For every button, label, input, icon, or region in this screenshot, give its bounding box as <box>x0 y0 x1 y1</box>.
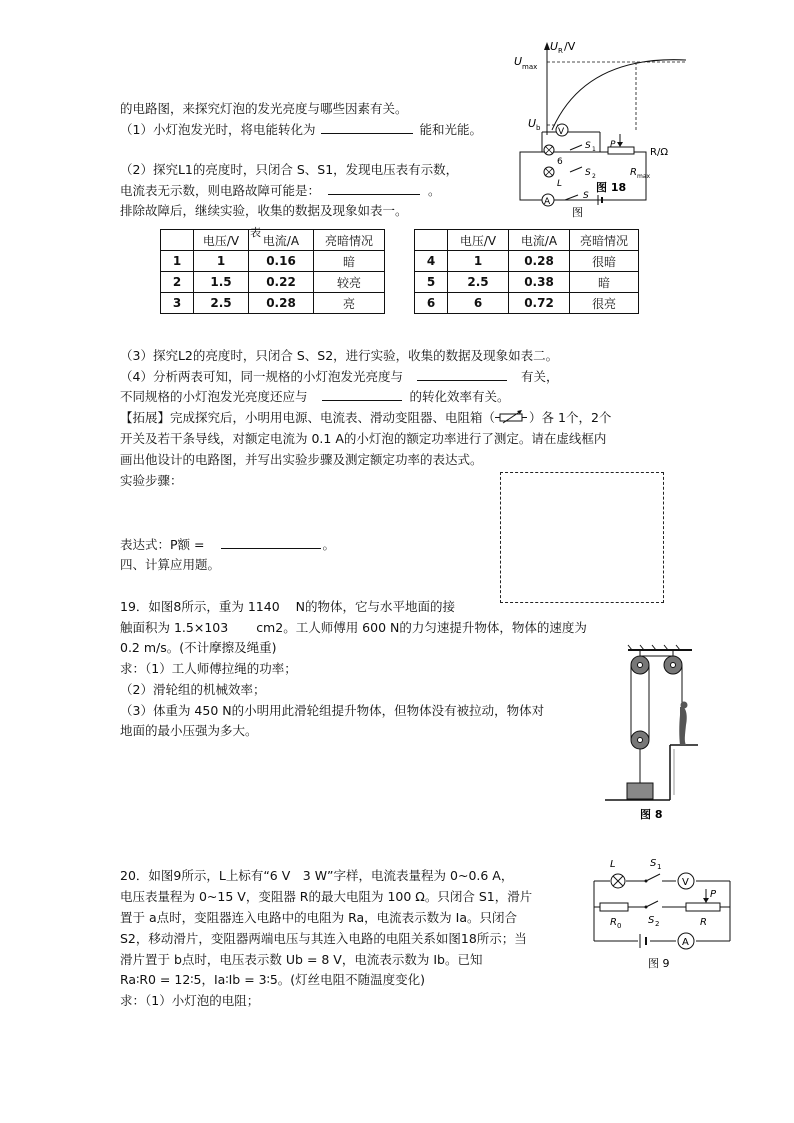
table-cell: 暗 <box>570 272 639 293</box>
fig18-rmax: R <box>630 167 637 178</box>
fig8-caption: 图 8 <box>640 808 663 821</box>
line-10: 开关及若干条导线，对额定电流为 0.1 A的小灯泡的额定功率进行了测定。请在虚线框内 <box>120 431 607 446</box>
fig9-voltmeter: V <box>682 877 689 888</box>
line-27: Ra∶R0 = 12∶5，Ia∶Ib = 3∶5。(灯丝电阻不随温度变化) <box>120 972 426 987</box>
blank-brightness-factor[interactable] <box>417 368 507 381</box>
blank-expression[interactable] <box>221 536 321 549</box>
line-08-b: 的转化效率有关。 <box>409 389 510 404</box>
table-2 <box>414 229 639 314</box>
fig9-r: R <box>700 917 707 928</box>
table-1-header-cell: 电流/A <box>249 230 314 251</box>
table-cell: 0.28 <box>249 293 314 314</box>
figure-9 <box>590 855 740 975</box>
fig18-l2-label: 6 <box>557 157 563 167</box>
line-06: （3）探究L2的亮度时，只闭合 S、S2，进行实验，收集的数据及现象如表二。 <box>120 348 559 363</box>
line-20: （3）体重为 450 N的小明用此滑轮组提升物体，但物体没有被拉动，物体对 <box>120 703 545 718</box>
table1-stray-char: 表 <box>250 226 261 239</box>
line-13-b: 。 <box>322 537 336 552</box>
fig18-umax-sub: max <box>522 63 538 71</box>
table-2-header-cell: 电流/A <box>509 230 570 251</box>
line-07 <box>120 368 558 385</box>
table-cell: 较亮 <box>314 272 385 293</box>
line-11: 画出他设计的电路图，并写出实验步骤及测定额定功率的表达式。 <box>120 452 483 467</box>
line-28: 求：（1）小灯泡的电阻； <box>120 993 260 1008</box>
line-07-a: （4）分析两表可知，同一规格的小灯泡发光亮度与 <box>120 369 403 384</box>
table-cell: 1 <box>448 251 509 272</box>
table-cell: 2 <box>161 272 194 293</box>
fig9-s1-sub: 1 <box>657 863 662 871</box>
table-cell: 2.5 <box>194 293 249 314</box>
table-cell: 4 <box>415 251 448 272</box>
table-cell: 1 <box>194 251 249 272</box>
line-02-a: （1）小灯泡发光时，将电能转化为 <box>120 122 316 137</box>
fig18-umax: U <box>514 55 523 68</box>
blank-conversion[interactable] <box>322 388 402 401</box>
table-1 <box>160 229 385 314</box>
fig18-caption2: 图 <box>572 206 583 219</box>
line-15 <box>120 599 455 615</box>
line-15-b: N的物体，它与水平地面的接 <box>295 599 456 614</box>
line-04-a: 电流表无示数，则电路故障可能是： <box>120 183 321 198</box>
table-cell: 0.28 <box>509 251 570 272</box>
table-1-header-cell <box>161 230 194 251</box>
table-cell: 0.72 <box>509 293 570 314</box>
table-cell: 6 <box>448 293 509 314</box>
line-24: 置于 a点时，变阻器连入电路中的电阻为 Ra，电流表示数为 Ia。只闭合 <box>120 910 517 925</box>
line-15-a: 19．如图8所示，重为 1140 <box>120 599 280 614</box>
table-cell: 亮 <box>314 293 385 314</box>
table-cell: 很亮 <box>570 293 639 314</box>
fig18-s2: S <box>585 168 591 178</box>
fig18-ylabel-sub: R <box>558 47 563 55</box>
table-cell: 2.5 <box>448 272 509 293</box>
line-16-a: 触面积为 1.5×103 <box>120 620 229 635</box>
table-cell: 1.5 <box>194 272 249 293</box>
table-row <box>415 272 639 293</box>
fig9-l: L <box>610 859 616 870</box>
line-04 <box>120 182 441 199</box>
circuit-drawing-box[interactable] <box>500 472 664 603</box>
fig18-ammeter: A <box>544 197 551 207</box>
table-cell: 暗 <box>314 251 385 272</box>
table-cell: 0.16 <box>249 251 314 272</box>
fig18-ylabel: U <box>550 40 559 53</box>
line-07-b: 有关， <box>520 369 559 384</box>
line-14: 四、计算应用题。 <box>120 557 221 572</box>
table-2-header <box>415 230 639 251</box>
table-row <box>415 293 639 314</box>
table-1-header-cell: 亮暗情况 <box>314 230 385 251</box>
table-row <box>161 251 385 272</box>
fig18-xlabel: R/Ω <box>650 147 668 158</box>
table-cell: 很暗 <box>570 251 639 272</box>
fig9-s2-sub: 2 <box>655 920 660 928</box>
line-26: 滑片置于 b点时，电压表示数 Ub = 8 V，电流表示数为 Ib。已知 <box>120 952 483 967</box>
line-02 <box>120 121 482 138</box>
line-21: 地面的最小压强为多大。 <box>120 723 258 738</box>
fig18-caption: 图 18 <box>596 181 627 194</box>
line-23: 电压表量程为 0~15 V，变阻器 R的最大电阻为 100 Ω。只闭合 S1，滑片 <box>120 889 533 904</box>
fig9-s2: S <box>648 915 655 926</box>
line-09-b: ）各 1个，2个 <box>529 410 612 425</box>
fig18-ub: U <box>528 117 537 130</box>
table-row <box>161 293 385 314</box>
line-16-b: cm2。工人师傅用 600 N的力匀速提升物体，物体的速度为 <box>256 620 587 635</box>
fig18-rmax-sub: max <box>637 173 651 180</box>
line-22: 20．如图9所示，L上标有“6 V 3 W”字样，电流表量程为 0~0.6 A， <box>120 868 514 883</box>
fig18-ylabel-unit: /V <box>564 40 576 53</box>
fig18-s2-sub: 2 <box>592 173 596 180</box>
fig18-voltmeter: V <box>558 127 565 137</box>
line-08 <box>120 388 510 405</box>
line-02-b: 能和光能。 <box>419 122 482 137</box>
fig9-r0-sub: 0 <box>617 922 622 930</box>
figure-8 <box>600 645 700 825</box>
table-1-header <box>161 230 385 251</box>
line-13-a: 表达式：P额 = <box>120 537 205 552</box>
fig18-s: S <box>583 191 589 201</box>
table-2-header-cell <box>415 230 448 251</box>
line-01: 的电路图，来探究灯泡的发光亮度与哪些因素有关。 <box>120 101 408 116</box>
table-cell: 0.22 <box>249 272 314 293</box>
fig18-s1-sub: 1 <box>592 146 596 153</box>
line-19: （2）滑轮组的机械效率； <box>120 682 266 697</box>
fig18-ub-sub: b <box>536 124 541 132</box>
fig9-caption: 图 9 <box>648 957 670 970</box>
line-12: 实验步骤： <box>120 473 183 488</box>
line-17: 0.2 m/s。(不计摩擦及绳重) <box>120 640 277 655</box>
line-09-a: 【拓展】完成探究后，小明用电源、电流表、滑动变阻器、电阻箱（ <box>120 410 496 425</box>
table-2-header-cell: 电压/V <box>448 230 509 251</box>
line-05: 排除故障后，继续实验，收集的数据及现象如表一。 <box>120 203 408 218</box>
line-18: 求：（1）工人师傅拉绳的功率； <box>120 661 297 676</box>
fig9-ammeter: A <box>682 937 689 948</box>
table-row <box>415 251 639 272</box>
table-cell: 5 <box>415 272 448 293</box>
line-08-a: 不同规格的小灯泡发光亮度还应与 <box>120 389 308 404</box>
line-04-b: 。 <box>428 183 441 198</box>
fig18-s1: S <box>585 141 591 151</box>
fig18-p: P <box>610 140 616 150</box>
fig18-l1: L <box>557 179 563 189</box>
line-03: （2）探究L1的亮度时，只闭合 S、S1，发现电压表有示数， <box>120 162 459 177</box>
blank-fault[interactable] <box>328 182 420 195</box>
table-cell: 0.38 <box>509 272 570 293</box>
table-1-header-cell: 电压/V <box>194 230 249 251</box>
table-row <box>161 272 385 293</box>
fig9-s1: S <box>650 858 657 869</box>
table-cell: 1 <box>161 251 194 272</box>
line-13 <box>120 536 335 553</box>
line-16 <box>120 620 587 636</box>
fig9-r0: R <box>610 917 617 928</box>
blank-energy[interactable] <box>321 121 413 134</box>
table-cell: 6 <box>415 293 448 314</box>
resistance-box-symbol <box>495 411 529 423</box>
fig9-p: P <box>710 889 717 900</box>
table-2-header-cell: 亮暗情况 <box>570 230 639 251</box>
line-09 <box>120 410 611 426</box>
table-cell: 3 <box>161 293 194 314</box>
line-25: S2，移动滑片，变阻器两端电压与其连入电路的电阻关系如图18所示；当 <box>120 931 527 946</box>
